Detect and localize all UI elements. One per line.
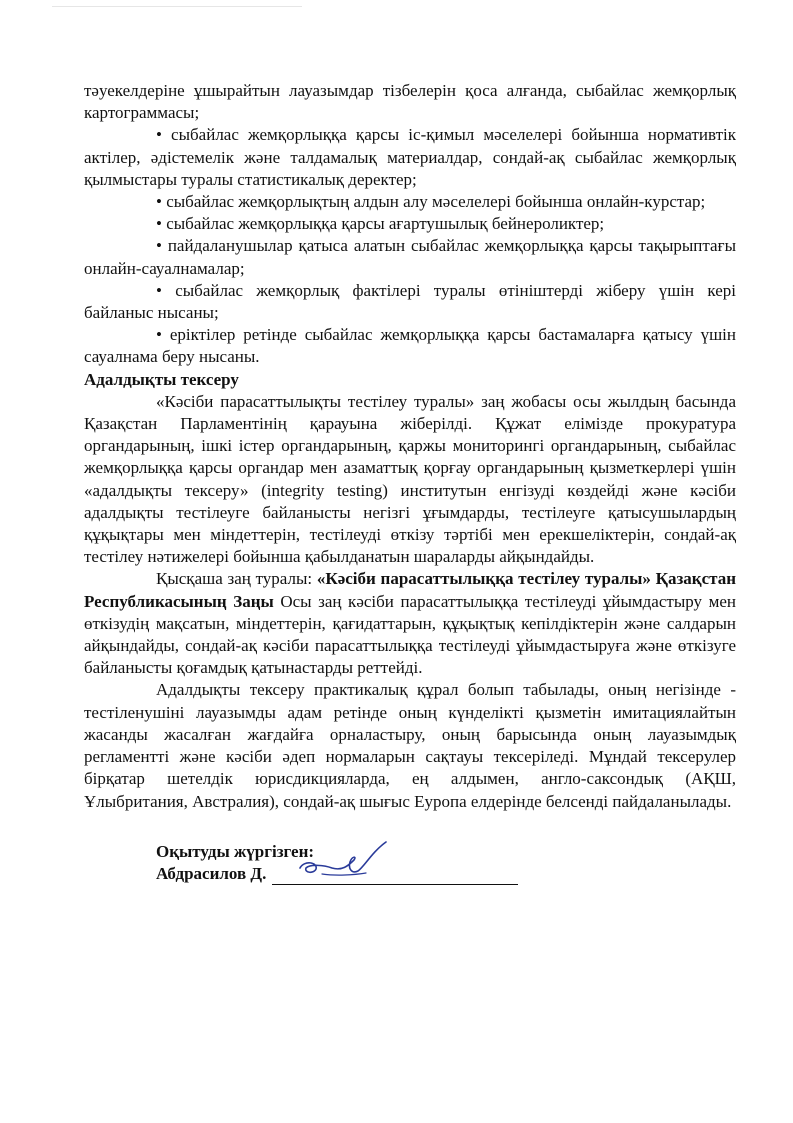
signature-line-row <box>156 863 736 885</box>
bullet-volunteer-form: • еріктілер ретінде сыбайлас жемқорлыққа қарсы бастамаларға қатысу үшін сауалнама беру нысаны. <box>84 325 736 367</box>
section-heading: Адалдықты тексеру <box>84 369 239 389</box>
signatory-name: Абдрасилов Д. <box>156 863 267 883</box>
bullet-online-surveys: • пайдаланушылар қатыса алатын сыбайлас жемқорлыққа қарсы тақырыптағы онлайн-сауалнамалар; <box>84 236 736 278</box>
law-title: «Кәсіби парасаттылыққа тестілеу туралы» Қазақстан Республикасының Заңы <box>84 569 736 611</box>
law-description: Осы заң кәсіби парасаттылыққа тестілеуді ұйымдастыру мен өткізудің мақсатын, міндеттерін, қағидаттарын, құқықтық кепілдіктерін және салдарын айқындайды, сондай-ақ кәсіби парасаттылыққа тестілеуді ұйымдастыруға және өткізуге байланысты қоғамдық қатынастарды реттейді. <box>84 591 736 678</box>
law-intro: Қысқаша заң туралы: <box>156 569 317 589</box>
handwritten-signature <box>294 836 394 882</box>
bullet-feedback-form: • сыбайлас жемқорлық фактілері туралы өтініштерді жіберу үшін кері байланыс нысаны; <box>84 280 736 323</box>
signature-label: Оқытуды жүргізген: <box>156 841 315 861</box>
bullet-videos: • сыбайлас жемқорлыққа қарсы ағартушылық бейнероликтер; <box>156 214 605 234</box>
signature-block <box>156 841 736 885</box>
paragraph-cartogram: тәуекелдеріне ұшырайтын лауазымдар тізбелерін қоса алғанда, сыбайлас жемқорлық картограммасы; <box>84 81 736 123</box>
bullet-online-courses: • сыбайлас жемқорлықтың алдын алу мәселелері бойынша онлайн-курстар; <box>156 192 706 212</box>
signature-underline <box>272 866 518 885</box>
document-page <box>84 80 736 885</box>
paragraph-practical-tool: Адалдықты тексеру практикалық құрал болып табылады, оның негізінде - тестіленушіні лауазымды адам ретінде оның күнделікті қызметін имитациялайтын жасанды жасалған жағдайға орналастыру, оның барысында оның лауазымдық регламентті және кәсіби әдеп нормаларын сақтауы тексеріледі. Мұндай тексерулер бірқатар шетелдік юрисдикцияларда, ең алдымен, англо-саксондық (АҚШ, Ұлыбритания, Австралия), сондай-ақ шығыс Еуропа елдерінде белсенді пайдаланылады. <box>84 680 736 811</box>
bullet-normative-acts: • сыбайлас жемқорлыққа қарсы іс-қимыл мәселелері бойынша нормативтік актілер, әдістемелік және талдамалық материалдар, сондай-ақ сыбайлас жемқорлық қылмыстары туралы статистикалық деректер; <box>84 125 736 189</box>
paragraph-law-summary <box>84 568 736 679</box>
paragraph-integrity-law: «Кәсіби парасаттылықты тестілеу туралы» заң жобасы осы жылдың басында Қазақстан Парламентінің қарауына жіберілді. Құжат елімізде прокуратура органдарының, ішкі істер органдарының, қаржы мониторингі органдарының, сыбайлас жемқорлыққа қарсы органдар мен азаматтық қорғау органдарының қызметкерлері үшін «адалдықты тексеру» (integrity testing) институтын енгізуді көздейді және кәсіби адалдықты тестілеуге байланысты негізгі ұғымдарды, тестілеуге қатысушылардың құқықтары мен міндеттерін, тестілеуді өткізу тәртібі мен ерекшеліктерін, сондай-ақ тестілеу нәтижелері бойынша қабылданатын шараларды айқындайды. <box>84 391 736 567</box>
scan-artifact-line <box>52 6 302 7</box>
